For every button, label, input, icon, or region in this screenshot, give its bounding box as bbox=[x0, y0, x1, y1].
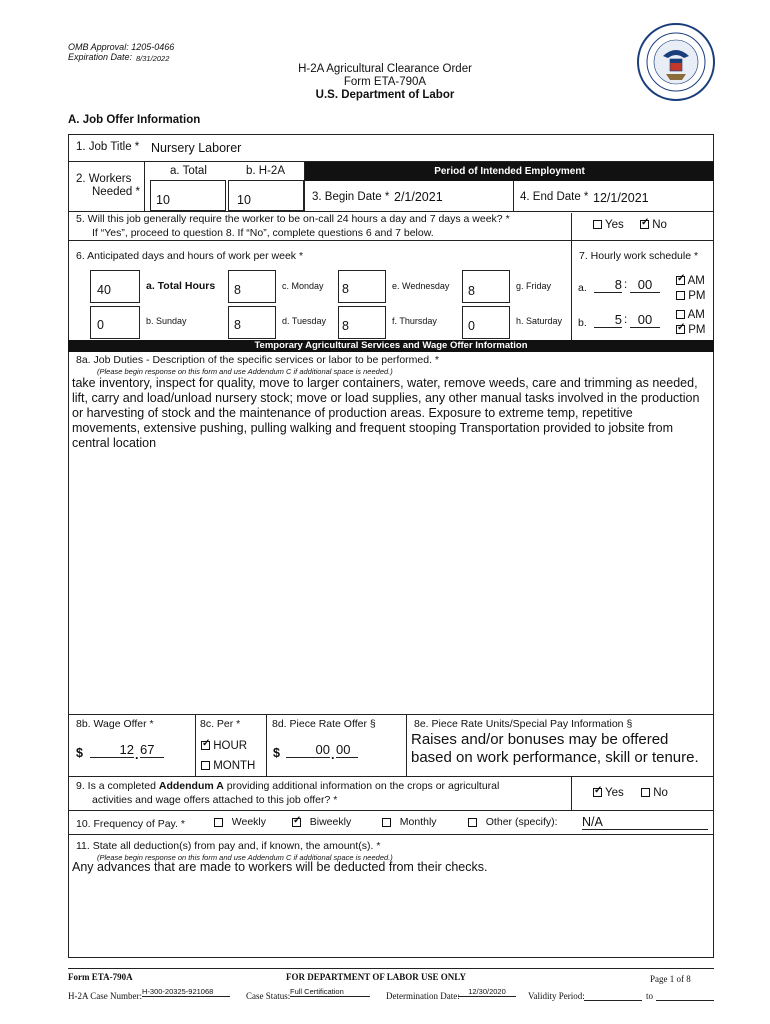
schedule-a-am[interactable]: ✓ AM bbox=[676, 275, 705, 287]
deductions-note: (Please begin response on this form and use Addendum C if additional space is needed.) bbox=[97, 853, 393, 862]
validity-start-blank bbox=[584, 999, 642, 1001]
workers-h2a-value: 10 bbox=[237, 193, 251, 207]
schedule-b-label: b. bbox=[578, 317, 587, 329]
schedule-b-hour[interactable]: 5 bbox=[594, 312, 622, 328]
checkbox-icon[interactable] bbox=[593, 220, 602, 229]
job-duties-note: (Please begin response on this form and use Addendum C if additional space is needed.) bbox=[97, 367, 393, 376]
begin-date-value[interactable]: 2/1/2021 bbox=[394, 190, 443, 204]
total-hours-label: a. Total Hours bbox=[146, 280, 216, 292]
thursday-label: f. Thursday bbox=[392, 316, 437, 326]
deductions-label: 11. State all deduction(s) from pay and, if known, the amount(s). * bbox=[76, 840, 381, 852]
q9-yes-option[interactable]: ✓ Yes bbox=[593, 787, 624, 799]
piece-rate-label: 8d. Piece Rate Offer § bbox=[272, 718, 376, 730]
case-status-label: Case Status: bbox=[246, 991, 291, 1001]
checkbox-icon[interactable] bbox=[676, 310, 685, 319]
case-status-value: Full Certification bbox=[290, 987, 370, 997]
pay-frequency-label: 10. Frequency of Pay. * bbox=[76, 818, 185, 830]
deductions-value[interactable]: Any advances that are made to workers will be deducted from their checks. bbox=[72, 860, 488, 874]
checkbox-checked-icon[interactable] bbox=[201, 741, 210, 750]
pay-biweekly-option[interactable]: ✓ Biweekly bbox=[292, 816, 351, 828]
tuesday-label: d. Tuesday bbox=[282, 316, 327, 326]
temp-services-header: Temporary Agricultural Services and Wage Offer Information bbox=[68, 340, 714, 352]
workers-h2a-label: b. H-2A bbox=[246, 165, 285, 177]
q5-no-option[interactable]: ✓ No bbox=[640, 219, 667, 231]
validity-end-blank bbox=[656, 999, 714, 1001]
q9-question: 9. Is a completed Addendum A providing additional information on the crops or agricultural bbox=[76, 780, 500, 792]
validity-to-label: to bbox=[646, 991, 654, 1001]
schedule-a-pm[interactable]: PM bbox=[676, 290, 705, 302]
checkbox-checked-icon[interactable] bbox=[292, 818, 301, 827]
job-title-value[interactable]: Nursery Laborer bbox=[151, 141, 242, 155]
schedule-b-pm[interactable]: ✓ PM bbox=[676, 324, 705, 336]
validity-period-label: Validity Period: bbox=[528, 991, 585, 1001]
footer-page-number: Page 1 of 8 bbox=[650, 974, 691, 984]
friday-label: g. Friday bbox=[516, 281, 552, 291]
workers-label-1: 2. Workers bbox=[76, 173, 132, 185]
section-a-title: A. Job Offer Information bbox=[68, 114, 201, 126]
checkbox-icon[interactable] bbox=[676, 291, 685, 300]
piece-rate-dollar-sign: $ bbox=[273, 746, 280, 760]
monday-value: 8 bbox=[234, 283, 241, 297]
sunday-label: b. Sunday bbox=[146, 316, 187, 326]
expiration-label: Expiration Date: bbox=[68, 52, 133, 62]
piece-rate-units-value[interactable]: Raises and/or bonuses may be offered based on work performance, skill or tenure. bbox=[411, 731, 699, 766]
sunday-value: 0 bbox=[97, 318, 104, 332]
wage-cents[interactable]: 67 bbox=[140, 742, 164, 758]
job-duties-label: 8a. Job Duties - Description of the specific services or labor to be performed. * bbox=[76, 354, 439, 366]
case-number-value: H-300-20325-921068 bbox=[142, 987, 230, 997]
workers-total-value: 10 bbox=[156, 193, 170, 207]
schedule-a-hour[interactable]: 8 bbox=[594, 277, 622, 293]
piece-rate-cents[interactable]: 00 bbox=[336, 742, 358, 758]
per-month-option[interactable]: MONTH bbox=[201, 760, 255, 772]
monday-label: c. Monday bbox=[282, 281, 324, 291]
footer-dol-only: FOR DEPARTMENT OF LABOR USE ONLY bbox=[286, 972, 466, 982]
department-name: U.S. Department of Labor bbox=[315, 89, 455, 101]
checkbox-icon[interactable] bbox=[201, 761, 210, 770]
piece-rate-units-label: 8e. Piece Rate Units/Special Pay Information § bbox=[414, 718, 633, 730]
q9-question-line2: activities and wage offers attached to this job offer? * bbox=[92, 794, 338, 806]
workers-total-label: a. Total bbox=[170, 165, 207, 177]
q5-question: 5. Will this job generally require the worker to be on-call 24 hours a day and 7 days a week? * bbox=[76, 213, 510, 225]
checkbox-checked-icon[interactable] bbox=[593, 788, 602, 797]
pay-other-value[interactable]: N/A bbox=[582, 815, 708, 830]
saturday-label: h. Saturday bbox=[516, 316, 563, 326]
form-title: H-2A Agricultural Clearance Order bbox=[298, 63, 472, 75]
saturday-value: 0 bbox=[468, 319, 475, 333]
end-date-value[interactable]: 12/1/2021 bbox=[593, 191, 649, 205]
wage-offer-label: 8b. Wage Offer * bbox=[76, 718, 154, 730]
schedule-a-minute[interactable]: 00 bbox=[630, 277, 660, 293]
q9-no-option[interactable]: No bbox=[641, 787, 668, 799]
footer-form-name: Form ETA-790A bbox=[68, 972, 133, 982]
q5-yes-option[interactable]: Yes bbox=[593, 219, 624, 231]
checkbox-icon[interactable] bbox=[641, 788, 650, 797]
tuesday-value: 8 bbox=[234, 318, 241, 332]
expiration-value: 8/31/2022 bbox=[136, 54, 170, 63]
determination-date-value: 12/30/2020 bbox=[458, 987, 516, 997]
checkbox-checked-icon[interactable] bbox=[676, 276, 685, 285]
checkbox-checked-icon[interactable] bbox=[676, 325, 685, 334]
friday-value: 8 bbox=[468, 284, 475, 298]
dol-seal-icon bbox=[636, 22, 716, 102]
begin-date-label: 3. Begin Date * bbox=[312, 191, 390, 203]
checkbox-icon[interactable] bbox=[214, 818, 223, 827]
wednesday-value: 8 bbox=[342, 282, 349, 296]
per-label: 8c. Per * bbox=[200, 718, 241, 730]
q7-label: 7. Hourly work schedule * bbox=[579, 250, 699, 262]
schedule-b-am[interactable]: AM bbox=[676, 309, 705, 321]
checkbox-icon[interactable] bbox=[468, 818, 477, 827]
schedule-a-label: a. bbox=[578, 282, 587, 294]
job-duties-value[interactable]: take inventory, inspect for quality, move to larger containers, water, remove weeds, care and trimming as needed, lift, carry and load/unload nursery stock; move or load supplies, any other manual tasks involved in the production or harvesting of stock and the maintenance of production areas. Exposure to extreme temp, repetitive movements, extensive pushing, pulling walking and frequent stooping Transportation provided to jobsite from central location bbox=[72, 376, 700, 450]
pay-other-option[interactable]: Other (specify): bbox=[468, 816, 558, 828]
per-hour-option[interactable]: ✓ HOUR bbox=[201, 740, 247, 752]
pay-weekly-option[interactable]: Weekly bbox=[214, 816, 266, 828]
determination-date-label: Determination Date: bbox=[386, 991, 460, 1001]
checkbox-checked-icon[interactable] bbox=[640, 220, 649, 229]
q5-instruction: If “Yes”, proceed to question 8. If “No”, complete questions 6 and 7 below. bbox=[92, 227, 434, 239]
schedule-b-minute[interactable]: 00 bbox=[630, 312, 660, 328]
period-of-employment-header: Period of Intended Employment bbox=[305, 162, 714, 181]
workers-label-2: Needed * bbox=[92, 186, 140, 198]
q6-label: 6. Anticipated days and hours of work per week * bbox=[76, 250, 304, 262]
wage-dollars[interactable]: 12 bbox=[90, 742, 134, 758]
piece-rate-dollars[interactable]: 00 bbox=[286, 742, 330, 758]
total-hours-value: 40 bbox=[97, 283, 111, 297]
job-title-label: 1. Job Title * bbox=[76, 141, 140, 153]
case-number-label: H-2A Case Number: bbox=[68, 991, 142, 1001]
omb-approval: OMB Approval: 1205-0466 bbox=[68, 42, 175, 52]
wage-dollar-sign: $ bbox=[76, 746, 83, 760]
form-number: Form ETA-790A bbox=[343, 76, 427, 88]
checkbox-icon[interactable] bbox=[382, 818, 391, 827]
thursday-value: 8 bbox=[342, 319, 349, 333]
pay-monthly-option[interactable]: Monthly bbox=[382, 816, 437, 828]
end-date-label: 4. End Date * bbox=[520, 191, 589, 203]
wednesday-label: e. Wednesday bbox=[392, 281, 450, 291]
